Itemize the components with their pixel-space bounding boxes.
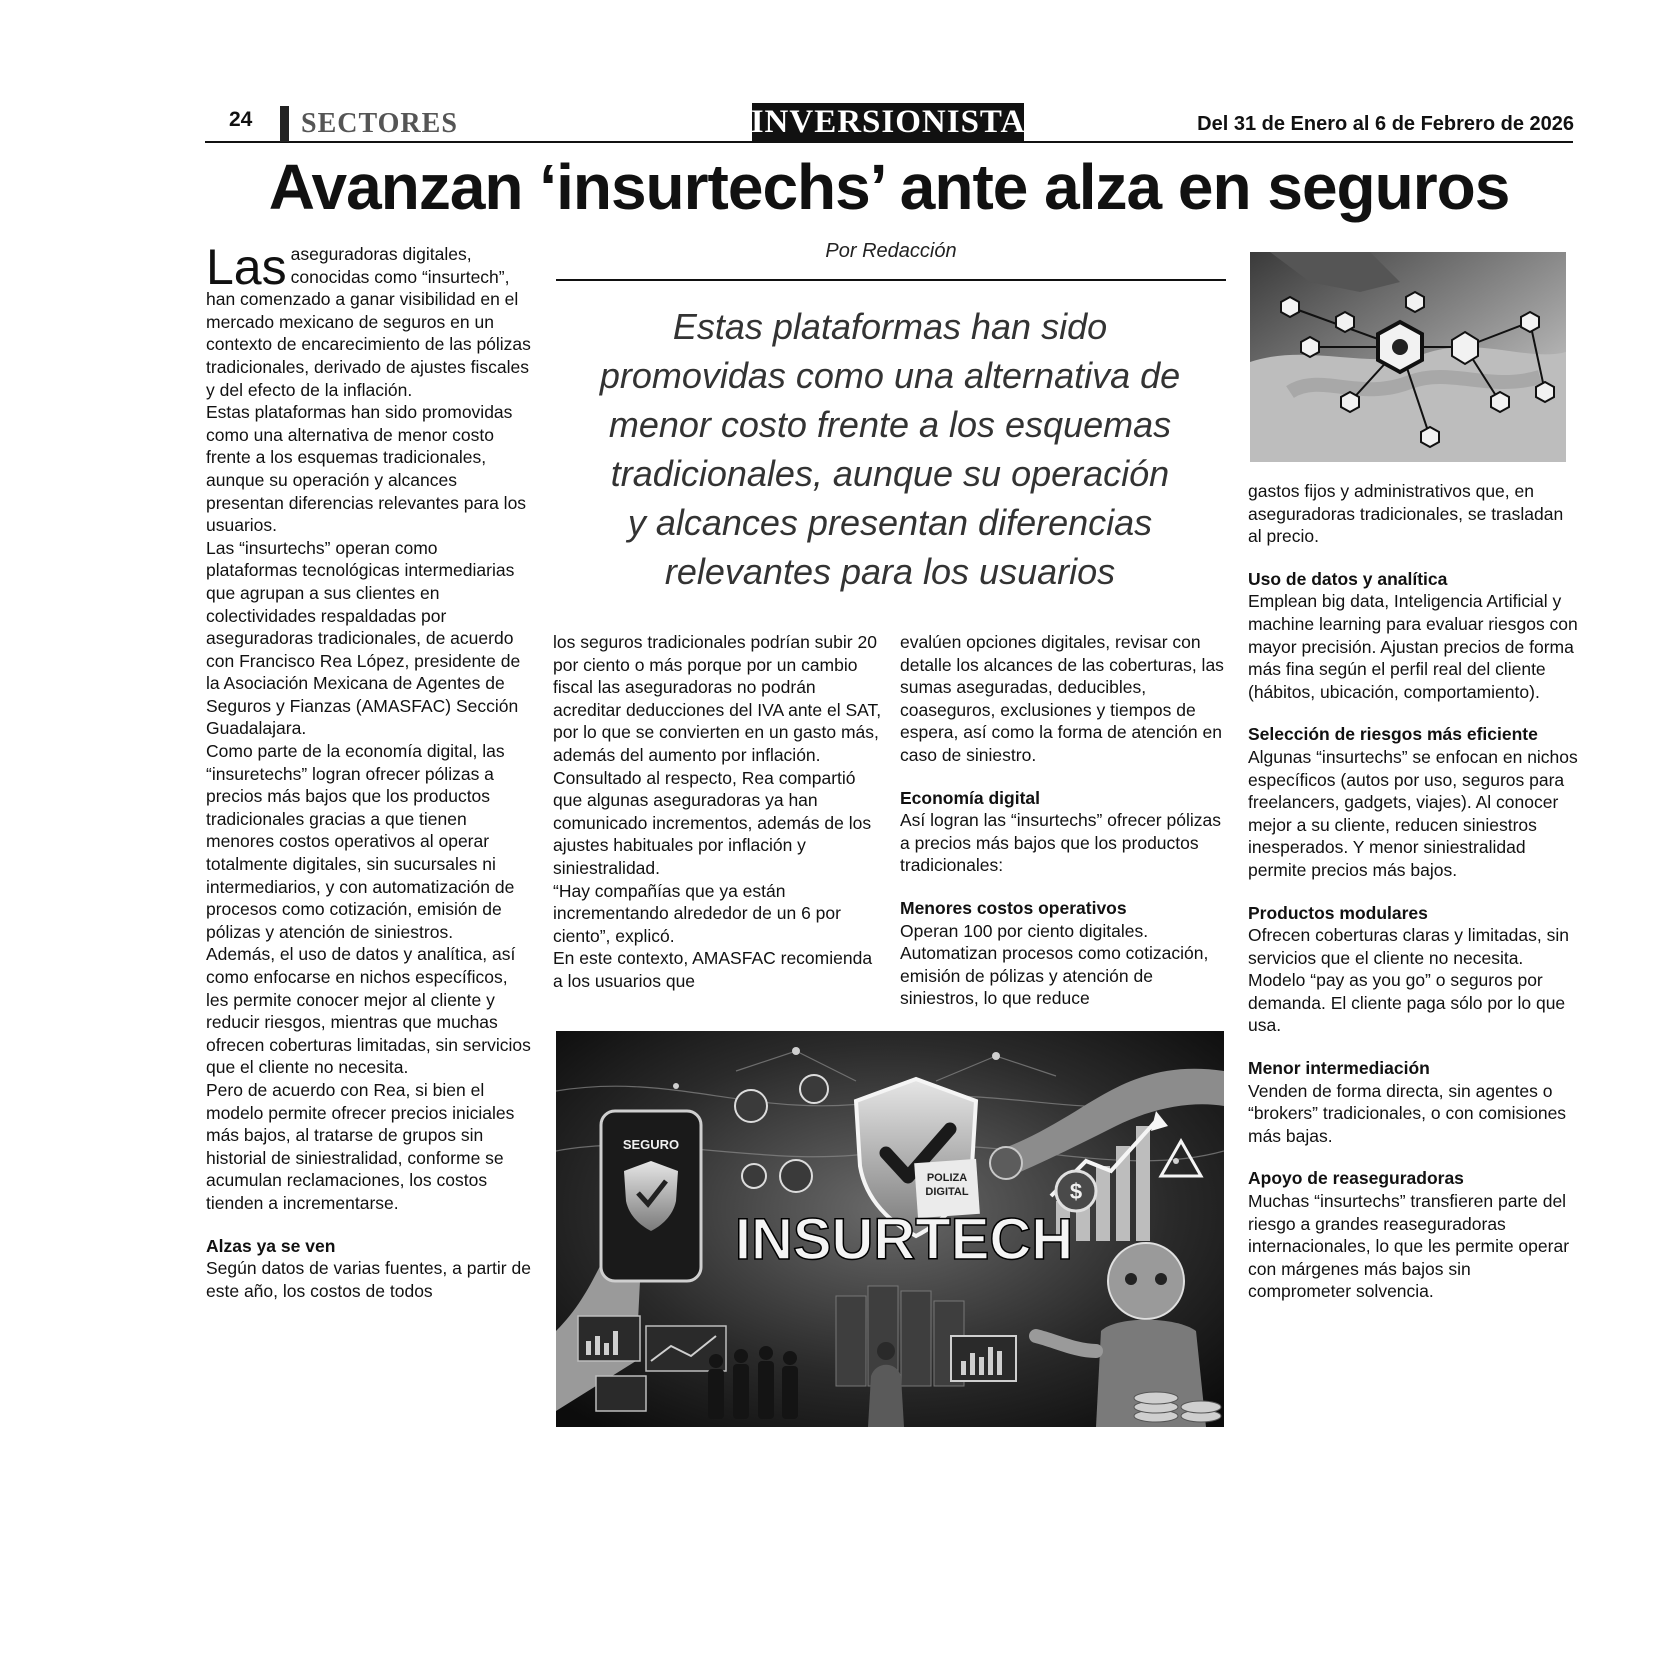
paragraph: Consultado al respecto, Rea compartió que algunas aseguradoras ya han comunicado incrementos, además de los ajustes habituales por inflación y siniestralidad. [553, 767, 872, 878]
insurtech-illustration [556, 1031, 1224, 1427]
paragraph: evalúen opciones digitales, revisar con detalle los alcances de las coberturas, las sumas aseguradas, deducibles, coaseguros, exclusiones y tiempos de espera, así como la forma de atención en caso de siniestro. [900, 632, 1224, 765]
paragraph: Pero de acuerdo con Rea, si bien el modelo permite ofrecer precios iniciales más bajos, al tratarse de grupos sin historial de siniestralidad, conforme se acumulan reclamaciones, los costos tienden a incrementarse. [206, 1079, 515, 1213]
subheading: Menor intermediación [1248, 1058, 1430, 1079]
subheading: Uso de datos y analítica [1248, 568, 1448, 589]
masthead-logo [752, 103, 1024, 141]
paragraph: Las “insurtechs” operan como plataformas tecnológicas intermediarias que agrupan a sus clientes en colectividades respaldadas por aseguradoras tradicionales, de acuerdo con Francisco Rea López, presidente de la Asociación Mexicana de Agentes de Seguros y Fianzas (AMASFAC) Sección Guadalajara. [206, 537, 521, 739]
paragraph: Modelo “pay as you go” o seguros por demanda. El cliente paga sólo por lo que usa. [1248, 970, 1566, 1036]
paragraph: “Hay compañías que ya están incrementando alrededor de un 6 por ciento”, explicó. [553, 880, 841, 946]
drop-cap: Las [206, 239, 287, 295]
paragraph: Operan 100 por ciento digitales. Automatizan procesos como cotización, emisión de pólizas y atención de siniestros, lo que reduce [900, 920, 1209, 1009]
paragraph: En este contexto, AMASFAC recomienda a los usuarios que [553, 948, 873, 991]
paragraph: gastos fijos y administrativos que, en aseguradoras tradicionales, se trasladan al precio. [1248, 481, 1564, 547]
paragraph: Según datos de varias fuentes, a partir de este año, los costos de todos [206, 1258, 531, 1301]
byline: Por Redacción [825, 240, 957, 262]
paragraph: Ofrecen coberturas claras y limitadas, sin servicios que el cliente no necesita. [1248, 925, 1569, 968]
masthead-text: INVERSIONISTA [750, 103, 1026, 140]
section-name: SECTORES [301, 108, 458, 139]
subheading: Menores costos operativos [900, 897, 1127, 918]
article-column-4 [1248, 480, 1578, 1303]
byline-rule [556, 279, 1226, 281]
paragraph: Venden de forma directa, sin agentes o “brokers” tradicionales, o con comisiones más bajas. [1248, 1080, 1567, 1146]
paragraph: Así logran las “insurtechs” ofrecer pólizas a precios más bajos que los productos tradicionales: [900, 810, 1221, 876]
headline: Avanzan ‘insurtechs’ ante alza en seguros [268, 151, 1510, 223]
subheading: Economía digital [900, 787, 1041, 808]
page-number: 24 [229, 108, 253, 131]
paragraph: Estas plataformas han sido promovidas como una alternativa de menor costo frente a los esquemas tradicionales, aunque su operación y alcances presentan diferencias relevantes para los usuarios. [206, 402, 527, 536]
article-column-3 [900, 631, 1230, 1010]
paragraph: Emplean big data, Inteligencia Artificial y machine learning para evaluar riesgos con mayor precisión. Ajustan precios de forma más fina según el perfil real del cliente (hábitos, ubicación, comportamiento). [1248, 591, 1578, 702]
article-column-2 [553, 631, 883, 993]
policy-label-2: DIGITAL [925, 1186, 969, 1198]
paragraph: Además, el uso de datos y analítica, así como enfocarse en nichos específicos, les permite conocer mejor al cliente y reducir riesgos, mientras que muchas ofrecen coberturas limitadas, sin servicios que el cliente no necesita. [206, 944, 531, 1078]
pull-quote: Estas plataformas han sido promovidas como una alternativa de menor costo frente a los esquemas tradicionales, aunque su operación y alcances presentan diferencias relevantes para los usuarios [599, 306, 1181, 592]
paragraph: Muchas “insurtechs” transfieren parte del riesgo a grandes reaseguradoras internacionales, lo que les permite operar con márgenes más bajos sin comprometer solvencia. [1248, 1191, 1570, 1302]
subheading: Alzas ya se ven [206, 1235, 336, 1256]
phone-label: SEGURO [622, 1137, 680, 1152]
paragraph: Como parte de la economía digital, las “insuretechs” logran ofrecer pólizas a precios más bajos que los productos tradicionales gracias a que tienen menores costos operativos al operar totalmente digitales, sin sucursales ni intermediarios, y con automatización de procesos como cotización, emisión de pólizas y atención de siniestros. [206, 741, 515, 942]
dateline: Del 31 de Enero al 6 de Febrero de 2026 [1197, 113, 1574, 135]
network-hexagons-photo [1250, 252, 1566, 462]
dollar-icon: $ [1069, 1179, 1083, 1204]
policy-label-1: POLIZA [926, 1172, 968, 1184]
article-column-1 [206, 239, 531, 1302]
paragraph: los seguros tradicionales podrían subir 20 por ciento o más porque por un cambio fiscal las aseguradoras no podrán acreditar deducciones del IVA ante el SAT, por lo que se convierten en un gasto más, además del aumento por inflación. [553, 632, 882, 765]
subheading: Selección de riesgos más eficiente [1248, 724, 1538, 745]
subheading: Apoyo de reaseguradoras [1248, 1168, 1464, 1189]
paragraph-text: aseguradoras digitales, conocidas como “insurtech”, han comenzado a ganar visibilidad en el mercado mexicano de seguros en un contexto de encarecimiento de las pólizas tradicionales, derivado de ajustes fiscales y del efecto de la inflación. [206, 244, 531, 400]
paragraph: Algunas “insurtechs” se enfocan en nichos específicos (autos por uso, seguros para freelancers, gadgets, viajes). Al conocer mejor a su cliente, reducen siniestros inesperados. Y menor siniestralidad permite precios más bajos. [1248, 746, 1578, 880]
section-marker [280, 106, 289, 142]
subheading: Productos modulares [1248, 902, 1428, 923]
insurtech-banner: INSURTECH [734, 1207, 1074, 1272]
paragraph [206, 239, 531, 401]
header-rule [205, 141, 1573, 143]
